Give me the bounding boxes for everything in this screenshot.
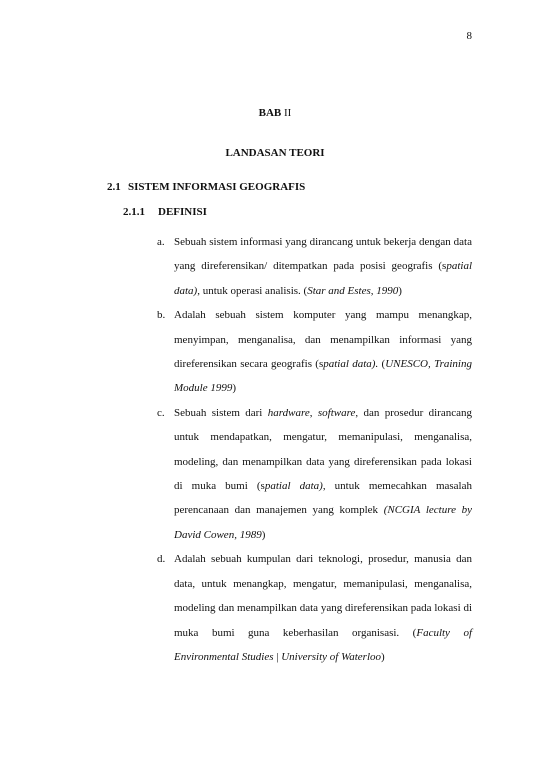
text-run: Adalah sebuah kumpulan dari teknologi, prosedur, manusia dan data, untuk menangkap, mengatur, memanipulasi, menganalisa, modeling dan menampilkan data yang direferensikan pada lokasi di muka bumi guna keberhasilan organisasi. ( xyxy=(174,553,472,639)
text-run: , xyxy=(309,406,318,419)
section-heading xyxy=(107,181,305,193)
text-run: Adalah sebuah sistem komputer yang mampu menangkap, menyimpan, menganalisa, dan menampilkan informasi yang direferensikan secara geografis (s xyxy=(174,309,472,371)
definition-item-c xyxy=(157,401,472,547)
chapter-title: LANDASAN TEORI xyxy=(225,147,325,159)
text-run: ( xyxy=(378,358,386,371)
list-marker: c. xyxy=(157,406,165,419)
definition-text xyxy=(174,230,472,303)
definition-item-b xyxy=(157,303,472,401)
chapter-label-word: BAB xyxy=(258,107,282,119)
definition-text xyxy=(174,401,472,547)
chapter-label-numeral: II xyxy=(284,107,292,119)
text-run: , dan prosedur dirancang untuk mendapatkan, mengatur, memanipulasi, menganalisa, modeling, dan menampilkan data yang direferensikan pada lokasi di muka bumi (s xyxy=(174,406,472,493)
text-run: ) xyxy=(398,284,402,297)
text-run: , untuk memecahkan masalah perencanaan dan manajemen yang komplek xyxy=(174,480,472,517)
citation-italic: UNESCO, Training Module 1999 xyxy=(174,358,472,395)
page-number: 8 xyxy=(466,30,472,42)
citation-italic: University of Waterloo xyxy=(281,650,382,663)
text-run: | xyxy=(273,650,282,663)
chapter-label xyxy=(0,107,550,119)
subsection-title: DEFINISI xyxy=(158,206,207,218)
text-run-italic: patial data) xyxy=(174,260,472,297)
text-run-italic: software xyxy=(317,406,356,419)
subsection-heading xyxy=(123,206,207,218)
text-run-italic: hardware xyxy=(267,406,310,419)
text-run: ) xyxy=(232,382,237,395)
citation-italic: Star and Estes, 1990 xyxy=(307,284,399,297)
subsection-number: 2.1.1 xyxy=(123,206,145,218)
citation-italic: (NCGIA lecture by David Cowen, 1989 xyxy=(174,504,472,541)
definition-text xyxy=(174,303,472,401)
definition-text xyxy=(174,547,472,669)
section-number: 2.1 xyxy=(107,181,121,193)
text-run: Sebuah sistem dari xyxy=(174,406,268,419)
list-marker: d. xyxy=(157,553,166,566)
list-marker: b. xyxy=(157,309,166,322)
definition-list xyxy=(157,230,472,669)
text-run: Sebuah sistem informasi yang dirancang untuk bekerja dengan data yang direferensikan/ ditempatkan pada posisi geografis (s xyxy=(174,236,472,273)
text-run: ) xyxy=(261,528,266,541)
list-marker: a. xyxy=(157,236,165,248)
section-title: SISTEM INFORMASI GEOGRAFIS xyxy=(128,181,306,193)
text-run: ) xyxy=(381,650,385,663)
text-run-italic: patial data) xyxy=(264,480,323,493)
text-run-italic: patial data). xyxy=(323,358,379,371)
text-run: , untuk operasi analisis. ( xyxy=(197,284,308,297)
citation-italic: Faculty of Environmental Studies xyxy=(174,626,472,663)
definition-item-d xyxy=(157,547,472,669)
definition-item-a xyxy=(157,230,472,303)
